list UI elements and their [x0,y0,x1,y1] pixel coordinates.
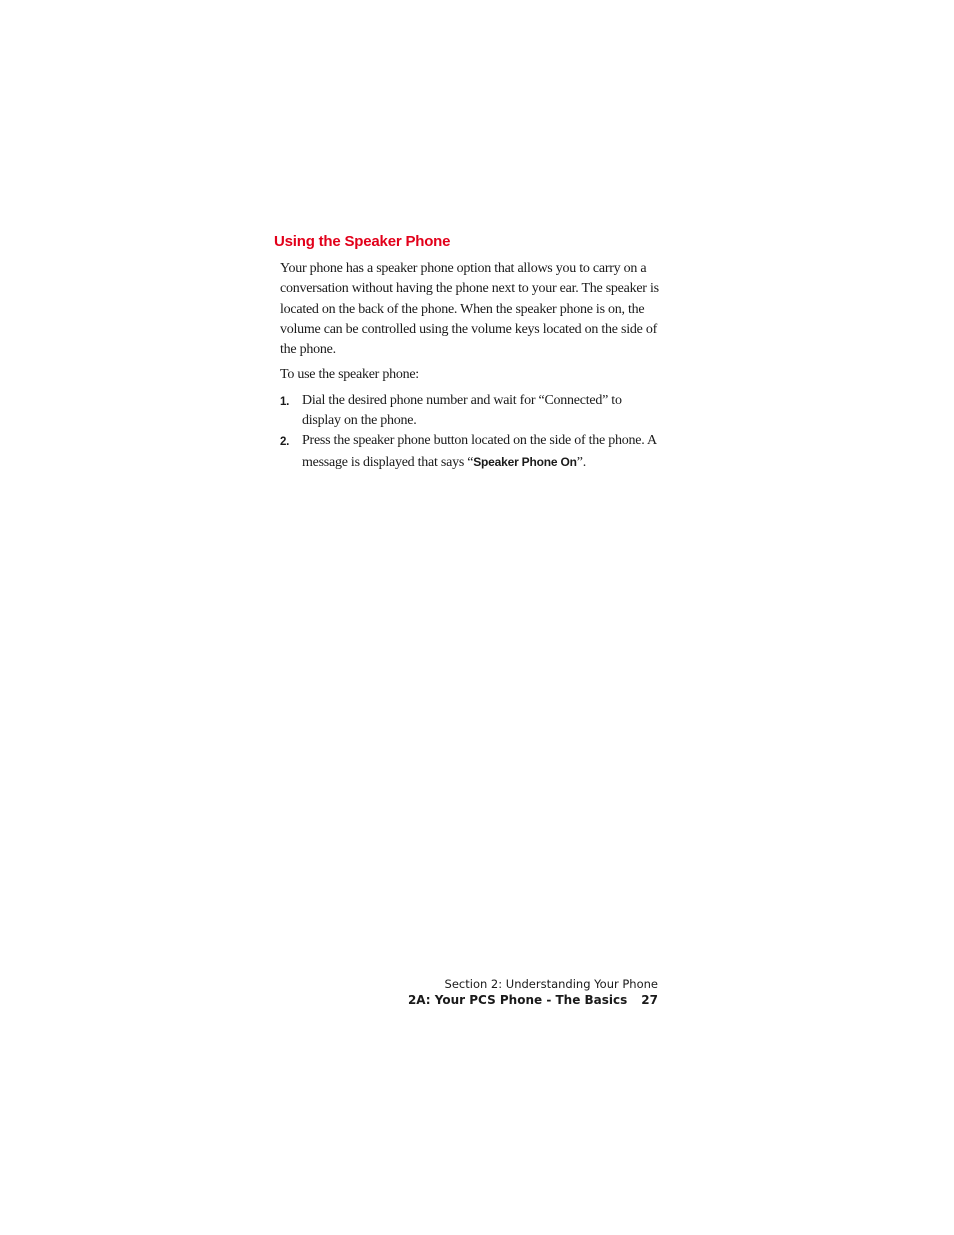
steps-list [280,391,660,473]
page-number: 27 [641,993,658,1007]
steps-intro: To use the speaker phone: [280,367,419,383]
display-message-text: Speaker Phone On [473,454,577,469]
footer-section-label: Section 2: Understanding Your Phone [444,977,658,991]
page-footer [408,976,658,1008]
step-item [280,431,660,473]
step-item [280,391,660,432]
description-paragraph: Your phone has a speaker phone option that allows you to carry on a conversation without having the phone next to your ear. The speaker is located on the back of the phone. When the speaker phone is on, the volume can be controlled using the volume keys located on the side of the phone. [280,261,659,358]
step-text-before: Press the speaker phone button located on the side of the phone. A message is displayed that says “ [302,433,657,470]
section-body [280,259,660,473]
step-text [302,433,656,469]
step-number: 1. [280,395,290,408]
step-number: 2. [280,436,290,449]
section-heading: Using the Speaker Phone [274,233,451,250]
footer-chapter-line [408,992,658,1008]
step-text-after: ”. [576,454,586,470]
footer-chapter-label: 2A: Your PCS Phone - The Basics [407,993,628,1007]
step-text: Dial the desired phone number and wait for “Connected” to display on the phone. [302,392,622,429]
